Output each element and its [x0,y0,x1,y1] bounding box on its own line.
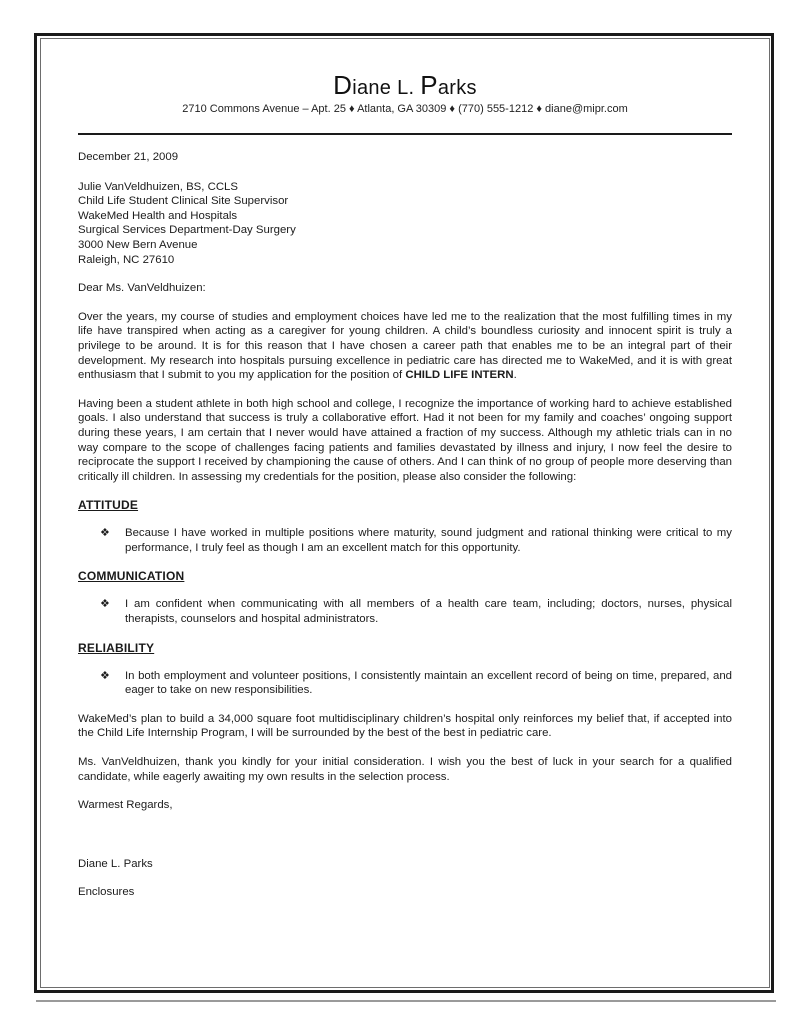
signature-name: Diane L. Parks [78,857,153,870]
recipient-line: Surgical Services Department-Day Surgery [78,224,296,237]
section-title-reliability: RELIABILITY [78,640,155,655]
name-last-initial: P [420,70,438,100]
bullet-text: In both employment and volunteer positions, I consistently maintain an excellent record of being on time, prepared, and eager to take on new responsibilities. [125,669,732,697]
name-last-rest: arks [437,77,477,99]
salutation: Dear Ms. VanVeldhuizen: [78,282,206,295]
paragraph-intro-end: . [513,369,517,382]
name-first-initial: D [333,70,353,100]
paragraph-intro-text: Over the years, my course of studies and employment choices have led me to the realization that the most fulfilling times in my life have transpired when acting as a caregiver for young children. A child’s boundless curiosity and innocent spirit is truly a privilege to be around. It is for this reason that I have chosen a career path that enables me to be an integral part of their development. My research into hospitals pursuing excellence in pediatric care has directed me to WakeMed, and it is with great enthusiasm that I submit to you my application for the position of [78,310,732,382]
diamond-bullet-icon: ❖ [100,527,110,540]
recipient-line: Julie VanVeldhuizen, BS, CCLS [78,180,238,193]
recipient-line: WakeMed Health and Hospitals [78,209,238,222]
paragraph-athletics: Having been a student athlete in both high school and college, I recognize the importance of working hard to achieve established goals. I also understand that success is truly a collaborative effort. Had it not been for my family and coaches’ ongoing support during these years, I am certain that I never would have attained a fraction of my success. Although my athletic trials can in no way compare to the scope of challenges facing patients and families devastated by illness and injury, I now feel the desire to reciprocate the support I received by championing the cause of others. And I can think of no group of people more deserving than critically ill children. In assessing my credentials for the position, please also consider the following: [78,397,732,483]
bullet-text: Because I have worked in multiple positions where maturity, sound judgment and rational thinking were critical to my performance, I truly feel as though I am an excellent match for this opportunity. [125,527,732,554]
bullet-item [78,669,732,698]
recipient-line: Raleigh, NC 27610 [78,253,175,266]
letterhead-name [78,70,732,101]
letterhead-divider [78,133,732,135]
bullet-text: I am confident when communicating with all members of a health care team, including; doctors, nurses, physical therapists, counselors and hospital administrators. [125,598,732,626]
diamond-bullet-icon: ❖ [100,598,110,611]
letter-date: December 21, 2009 [78,151,179,163]
bullet-item [78,526,732,555]
diamond-bullet-icon: ❖ [100,669,110,682]
paragraph-wakemed-plan: WakeMed’s plan to build a 34,000 square foot multidisciplinary children’s hospital only reinforces my belief that, if accepted into the Child Life Internship Program, I will be surrounded by the best of the best in pediatric care. [78,712,732,740]
enclosures-note: Enclosures [78,886,135,899]
position-title: CHILD LIFE INTERN [405,369,514,382]
recipient-line: 3000 New Bern Avenue [78,238,198,251]
recipient-address [78,180,732,268]
closing: Warmest Regards, [78,799,173,812]
section-title-communication: COMMUNICATION [78,569,185,584]
paragraph-thanks: Ms. VanVeldhuizen, thank you kindly for your initial consideration. I wish you the best of luck in your search for a qualified candidate, while eagerly awaiting my own results in the selection process. [78,756,732,783]
paragraph-intro [78,310,732,383]
name-middle: L. [397,77,415,99]
letter-content [78,66,732,900]
page-shadow [36,1000,776,1002]
bullet-item [78,597,732,626]
letterhead-contact: 2710 Commons Avenue – Apt. 25 ♦ Atlanta, GA 30309 ♦ (770) 555-1212 ♦ diane@mipr.com [182,103,628,115]
section-title-attitude: ATTITUDE [78,498,139,513]
recipient-line: Child Life Student Clinical Site Supervisor [78,195,289,208]
name-first-rest: iane [352,77,398,99]
